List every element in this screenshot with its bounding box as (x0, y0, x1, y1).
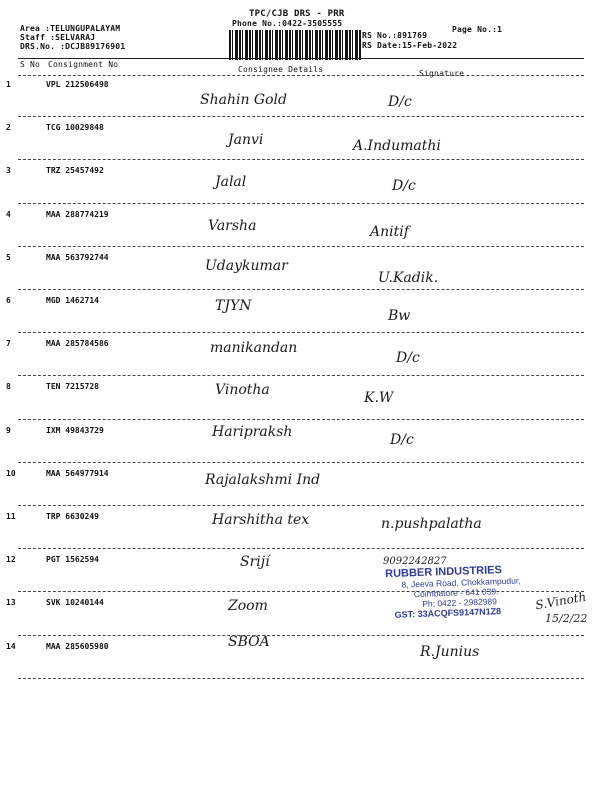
row-consignment-number: TRP 6630249 (46, 512, 99, 521)
header-rule-top (18, 58, 584, 59)
row-consignee-name: Harshitha tex (212, 512, 310, 528)
stamp-date: 15/2/22 (545, 612, 588, 625)
row-consignee-name: Zoom (228, 598, 268, 614)
row-consignment-number: MAA 288774219 (46, 209, 109, 219)
row-consignment-number: VPL 212506498 (46, 80, 109, 89)
row-separator (18, 505, 584, 506)
row-consignee-name: Haripraksh (212, 424, 293, 440)
row-consignee-name: Jalal (215, 174, 247, 190)
row-separator (18, 332, 584, 333)
row-consignee-name: SBOA (228, 634, 270, 650)
row-signature: R.Junius (420, 644, 480, 660)
row-consignee-name: manikandan (210, 340, 298, 356)
area-label: Area :TELUNGUPALAYAM (20, 24, 121, 33)
rs-number: RS No.:891769 (362, 31, 428, 40)
row-separator (18, 678, 584, 679)
row-sno: 1 (6, 80, 11, 89)
row-sno: 6 (6, 296, 11, 305)
row-sno: 7 (6, 339, 11, 349)
row-separator (18, 289, 584, 290)
row-consignee-name: Varsha (208, 218, 257, 234)
row-sno: 3 (6, 166, 11, 176)
row-consignee-name: Shahin Gold (200, 92, 287, 108)
row-separator (18, 375, 584, 376)
stamp-address2: Coimbatore - 641 039. (413, 586, 499, 600)
row-signature: D/c (388, 94, 412, 110)
row-sno: 8 (6, 382, 11, 392)
row-separator (18, 246, 584, 247)
handwritten-phone: 9092242827 (383, 556, 447, 567)
row-consignment-number: MAA 563792744 (46, 252, 109, 262)
row-consignment-number: TRZ 25457492 (46, 166, 104, 176)
company-stamp (385, 562, 567, 630)
phone-number: Phone No.:0422-3505555 (232, 19, 343, 28)
row-consignment-number: MAA 285605980 (46, 641, 109, 651)
row-consignment-number: IXM 49843729 (46, 425, 104, 435)
row-consignee-name: Janvi (228, 132, 264, 148)
stamp-address1: 8, Jeeva Road, Chokkampudur, (401, 575, 521, 590)
row-signature: U.Kadik. (378, 270, 439, 286)
row-signature: Bw (388, 308, 411, 324)
row-signature: K.W (364, 390, 394, 406)
staff-label: Staff :SELVARAJ (20, 33, 96, 42)
row-sno: 12 (6, 555, 16, 565)
row-consignment-number: MAA 285784586 (46, 339, 109, 349)
row-separator (18, 159, 584, 160)
col-consignment: Consignment No (48, 60, 119, 69)
row-separator (18, 419, 584, 420)
barcode (229, 30, 361, 60)
row-sno: 5 (6, 252, 11, 262)
row-sno: 11 (6, 512, 16, 521)
row-consignee-name: Vinotha (215, 382, 270, 398)
row-sno: 14 (6, 641, 16, 651)
row-separator (18, 635, 584, 636)
rs-date: RS Date:15-Feb-2022 (362, 41, 458, 50)
row-consignment-number: TEN 7215728 (46, 382, 99, 392)
row-consignment-number: TCG 10029848 (46, 123, 104, 133)
row-separator (18, 116, 584, 117)
row-sno: 2 (6, 123, 11, 133)
row-signature: D/c (390, 432, 414, 448)
row-consignee-name: Srijí (240, 554, 270, 570)
header-rule-bottom (18, 75, 584, 76)
document-title: TPC/CJB DRS - PRR (249, 9, 345, 19)
row-sno: 10 (6, 468, 16, 478)
row-consignee-name: Udaykumar (205, 258, 288, 274)
row-signature: D/c (396, 350, 420, 366)
row-separator (18, 548, 584, 549)
row-consignee-name: TJYN (215, 298, 252, 314)
row-consignment-number: SVK 10240144 (46, 598, 104, 608)
col-signature: Signature (419, 69, 465, 78)
row-consignment-number: MGD 1462714 (46, 296, 99, 305)
drs-number: DRS.No. :DCJB89176901 (20, 42, 126, 51)
stamp-company: RUBBER INDUSTRIES (384, 564, 503, 581)
row-consignee-name: Rajalakshmi Ind (205, 472, 321, 488)
row-sno: 9 (6, 425, 11, 435)
stamp-signature: S.Vinoth (534, 589, 588, 613)
stamp-phone: Ph: 0422 - 2982989 (422, 596, 498, 609)
row-sno: 4 (6, 209, 11, 219)
row-consignment-number: PGT 1562594 (46, 555, 99, 565)
row-separator (18, 462, 584, 463)
col-sno: S No (20, 60, 41, 69)
row-signature: D/c (392, 178, 416, 194)
col-consignee-details: Consignee Details (238, 65, 324, 74)
stamp-gst: GST: 33ACQFS9147N1Z8 (394, 606, 502, 620)
row-consignment-number: MAA 564977914 (46, 468, 109, 478)
row-separator (18, 203, 584, 204)
row-signature: A.Indumathi (353, 138, 441, 154)
page-number: Page No.:1 (452, 25, 503, 34)
row-sno: 13 (6, 598, 16, 608)
row-signature: Anitif (370, 224, 409, 240)
row-signature: n.pushpalatha (381, 516, 482, 532)
